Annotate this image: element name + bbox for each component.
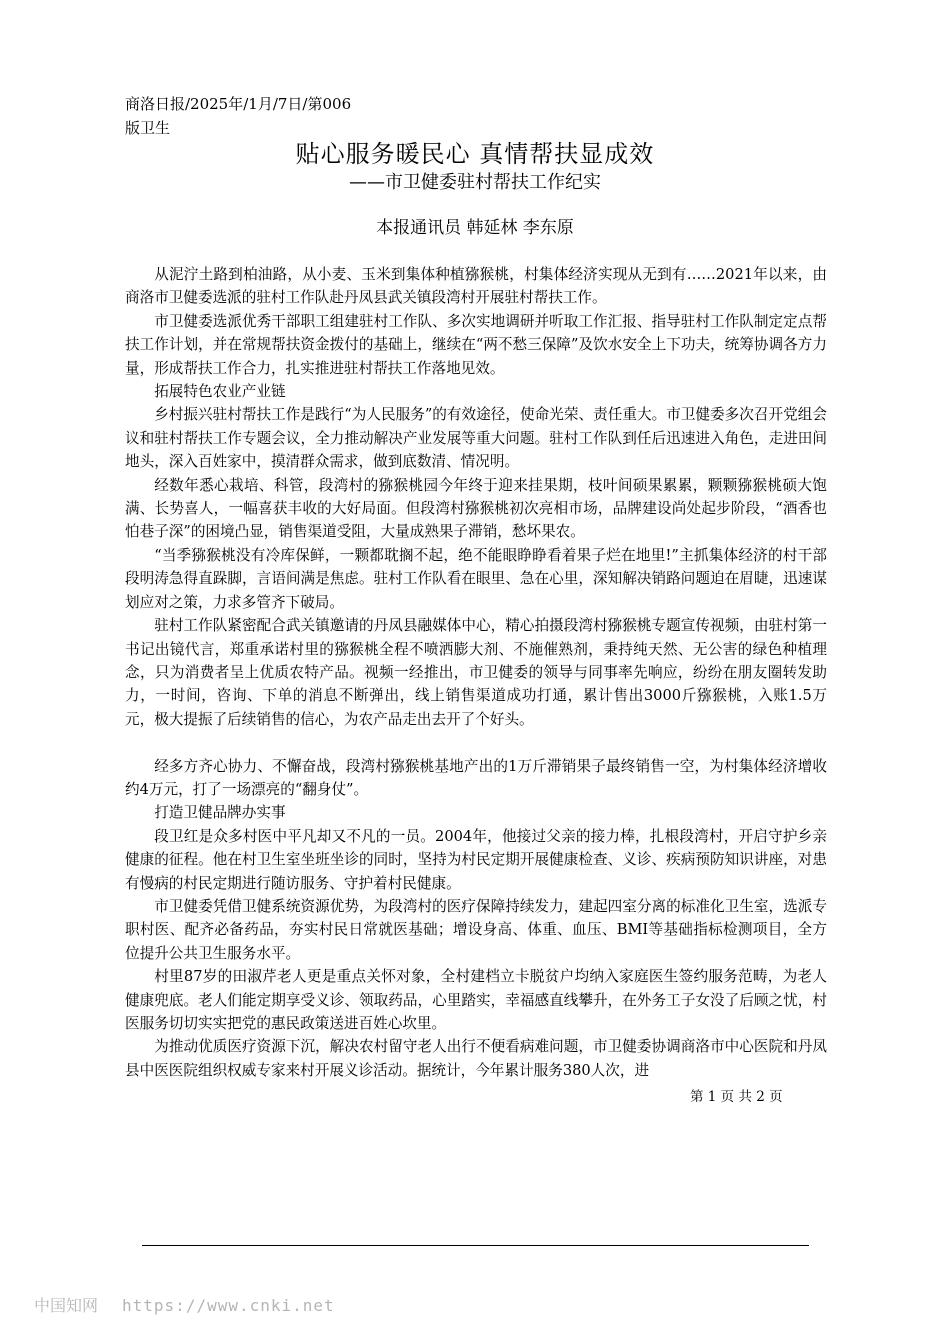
- watermark-url: https://www.cnki.net: [122, 1296, 335, 1315]
- page-indicator: 第 1 页 共 2 页: [690, 1089, 783, 1105]
- article-subtitle: ——市卫健委驻村帮扶工作纪实: [349, 172, 601, 193]
- watermark-text: 中国知网: [34, 1296, 99, 1315]
- paragraph: 经多方齐心协力、不懈奋战，段湾村猕猴桃基地产出的1万斤滞销果子最终销售一空，为村集体经济增收约4万元，打了一场漂亮的“翻身仗”。: [125, 757, 827, 798]
- article-body: [125, 263, 827, 1082]
- paragraph: 从泥泞土路到柏油路，从小麦、玉米到集体种植猕猴桃，村集体经济实现从无到有……2021年以来，由商洛市卫健委选派的驻村工作队赴丹凤县武关镇段湾村开展驻村帮扶工作。: [125, 266, 827, 307]
- article-title: 贴心服务暖民心 真情帮扶显成效: [295, 140, 655, 168]
- cnki-watermark: [34, 1294, 335, 1318]
- paragraph: 段卫红是众多村医中平凡却又不凡的一员。2004年，他接过父亲的接力棒，扎根段湾村，开启守护乡亲健康的征程。他在村卫生室坐班坐诊的同时，坚持为村民定期开展健康检查、义诊、疾病预防知识讲座，对患有慢病的村民定期进行随访服务、守护着村民健康。: [125, 827, 827, 892]
- paragraph: 乡村振兴驻村帮扶工作是践行“为人民服务”的有效途径，使命光荣、责任重大。市卫健委多次召开党组会议和驻村帮扶工作专题会议，全力推动解决产业发展等重大问题。驻村工作队到任后迅速进入角色，走进田间地头，深入百姓家中，摸清群众需求，做到底数清、情况明。: [125, 406, 827, 471]
- paragraph: 经数年悉心栽培、科管，段湾村的猕猴桃园今年终于迎来挂果期，枝叶间硕果累累，颗颗猕猴桃硕大饱满、长势喜人，一幅喜获丰收的大好局面。但段湾村猕猴桃初次亮相市场，品牌建设尚处起步阶段，“酒香也怕巷子深”的困境凸显，销售渠道受阻，大量成熟果子滞销，愁坏果农。: [125, 476, 827, 541]
- paragraph: 为推动优质医疗资源下沉，解决农村留守老人出行不便看病难问题，市卫健委协调商洛市中心医院和丹凤县中医医院组织权威专家来村开展义诊活动。据统计，今年累计服务380人次，进: [125, 1038, 827, 1079]
- article-byline: 本报通讯员 韩延林 李东原: [376, 218, 574, 238]
- paragraph: 驻村工作队紧密配合武关镇邀请的丹凤县融媒体中心，精心拍摄段湾村猕猴桃专题宣传视频，由驻村第一书记出镜代言，郑重承诺村里的猕猴桃全程不喷洒膨大剂、不施催熟剂，秉持纯天然、无公害的绿色种植理念，只为消费者呈上优质农特产品。视频一经推出，市卫健委的领导与同事率先响应，纷纷在朋友圈转发助力，一时间，咨询、下单的消息不断弹出，线上销售渠道成功打通，累计售出3000斤猕猴桃，入账1.5万元，极大提振了后续销售的信心，为农产品走出去开了个好头。: [125, 617, 827, 728]
- paragraph: 市卫健委选派优秀干部职工组建驻村工作队、多次实地调研并听取工作汇报、指导驻村工作队制定定点帮扶工作计划，并在常规帮扶资金拨付的基础上，继续在“两不愁三保障”及饮水安全上下功夫，统筹协调各方力量，形成帮扶工作合力，扎实推进驻村帮扶工作落地见效。: [125, 312, 827, 377]
- paragraph: 市卫健委凭借卫健系统资源优势，为段湾村的医疗保障持续发力，建起四室分离的标准化卫生室，选派专职村医、配齐必备药品，夯实村民日常就医基础；增设身高、体重、血压、BMI等基础指标检测项目，全方位提升公共卫生服务水平。: [125, 897, 827, 962]
- section-heading: 拓展特色农业产业链: [154, 383, 286, 401]
- paragraph: “当季猕猴桃没有冷库保鲜，一颗都耽搁不起，绝不能眼睁睁看着果子烂在地里!”主抓集体经济的村干部段明涛急得直跺脚，言语间满是焦虑。驻村工作队看在眼里、急在心里，深知解决销路问题迫在眉睫，迅速谋划应对之策，力求多管齐下破局。: [125, 546, 827, 611]
- publication-source: 商洛日报/2025年/1月/7日/第006版卫生: [125, 95, 352, 137]
- section-heading: 打造卫健品牌办实事: [154, 804, 286, 822]
- paragraph: 村里87岁的田淑芹老人更是重点关怀对象，全村建档立卡脱贫户均纳入家庭医生签约服务范畴，为老人健康兜底。老人们能定期享受义诊、领取药品，心里踏实，幸福感直线攀升，在外务工子女没了后顾之忧，村医服务切切实实把党的惠民政策送进百姓心坎里。: [125, 968, 827, 1032]
- footer-divider: [142, 1245, 809, 1246]
